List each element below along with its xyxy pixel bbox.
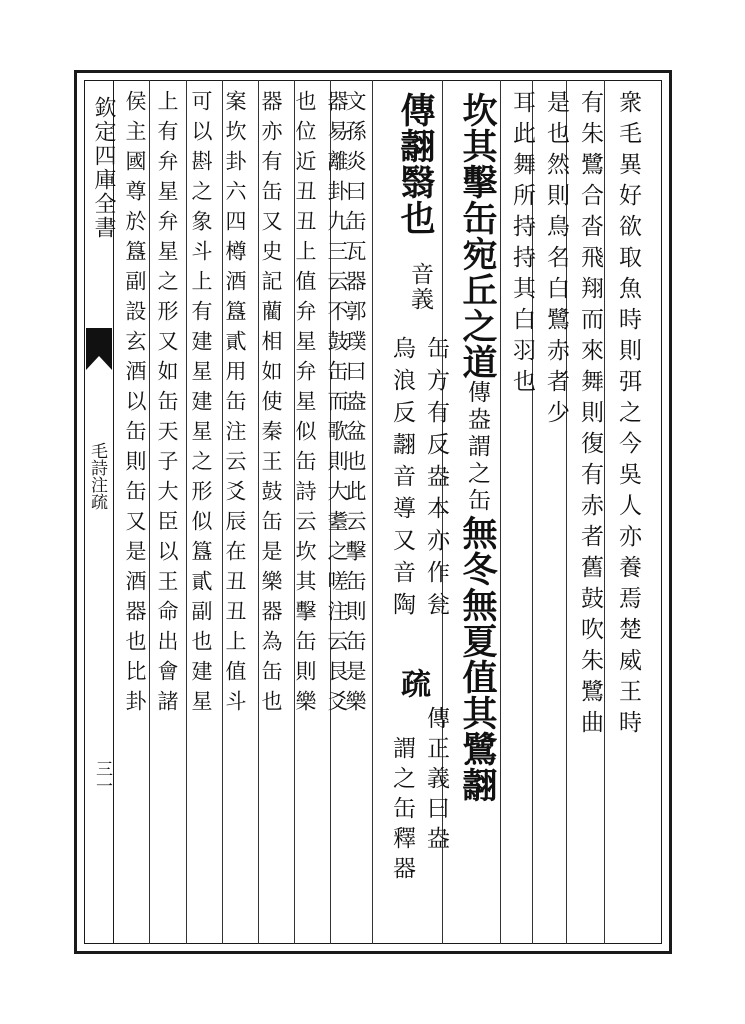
text-column-9: 也位近丑丑上值弁星弁星似缶詩云坎其擊缶則樂 (293, 90, 317, 720)
book-title: 欽定四庫全書 (91, 96, 116, 240)
text-column-1: 衆毛異好欲取魚時則弭之今吳人亦養焉楚威王時 (615, 90, 641, 741)
commentary-text: 傳盎謂之缶 (464, 380, 490, 515)
text-column-2: 有朱鷺合沓飛翔而來舞則復有赤者舊鼓吹朱鷺曲 (577, 90, 603, 741)
text-column-5 (452, 92, 502, 803)
text-column-12: 可以斟之象斗上有建星建星之形似簋貳副也建星 (189, 90, 213, 720)
text-column-7: 文孫炎曰缶瓦器郭璞曰盎盆也此云擊缶則缶是樂 (343, 90, 367, 720)
text-column-6-note-d: 謂之缶釋器 (389, 736, 415, 886)
section-title: 毛詩注疏 (87, 442, 107, 510)
text-column-6-note-a: 缶方有反盎本亦作瓮 (423, 336, 449, 624)
text-column-13: 上有弁星弁星之形又如缶天子大臣以王命出會諸 (155, 90, 179, 720)
text-column-6-note-c: 傳正義曰盎 (423, 706, 449, 856)
text-column-6-note-b: 烏浪反翿音導又音陶 (389, 336, 415, 624)
text-column-3: 是也然則鳥名白鷺赤者少 (543, 90, 569, 431)
main-text: 坎其擊缶宛丘之道 (457, 92, 498, 380)
fish-tail-mark-icon (86, 328, 112, 370)
text-column-6-main: 傳翿翳也 (395, 92, 436, 236)
column-rule (372, 80, 373, 944)
text-column-6-yinyi: 音義 (407, 262, 433, 312)
page-number: 三一 (92, 760, 112, 794)
main-text: 無冬無夏值其鷺翿 (457, 515, 498, 803)
text-column-11: 案坎卦六四樽酒簋貳用缶注云爻辰在丑丑上值斗 (223, 90, 247, 720)
text-column-8: 器易離卦九三云不鼓缶而歌則大耋之嗟注云艮爻 (325, 90, 349, 720)
text-column-10: 器亦有缶又史記藺相如使秦王鼓缶是樂器為缶也 (259, 90, 283, 720)
text-column-14: 侯主國尊於簋副設玄酒以缶則缶又是酒器也比卦 (123, 90, 147, 720)
text-column-6-shu: 疏 (395, 668, 430, 699)
text-column-4: 耳此舞所持持其白羽也 (509, 90, 535, 400)
